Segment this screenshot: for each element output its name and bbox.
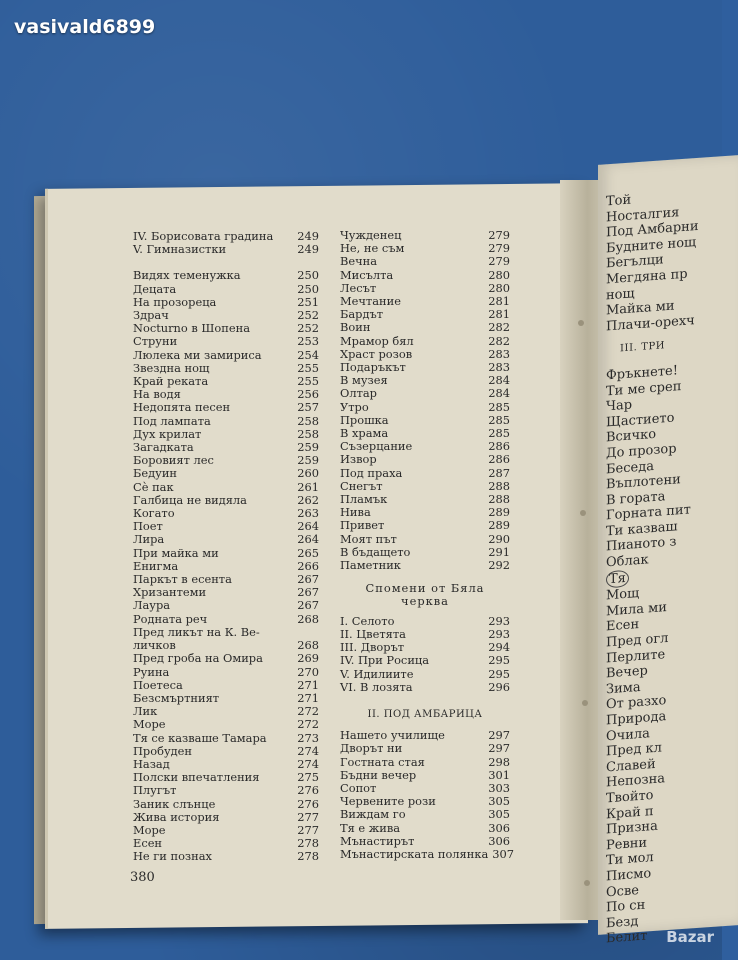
toc-entry-page: 297	[488, 728, 510, 743]
toc-entry-page: 305	[488, 807, 510, 822]
toc-entry-page: 283	[488, 346, 510, 361]
toc-entry-page: 303	[488, 780, 510, 795]
toc-entry	[133, 243, 319, 256]
toc-entry-title: Не ги познах	[133, 849, 212, 864]
toc-entry-page: 291	[488, 544, 510, 559]
toc-entry-title: В храма	[340, 426, 389, 441]
toc-entry-title: V. Идилиите	[340, 666, 414, 681]
toc-entry	[133, 599, 319, 612]
toc-entry	[340, 769, 510, 782]
toc-entry-page: 274	[297, 743, 319, 758]
toc-entry-title: II. Цветята	[340, 626, 406, 641]
toc-entry-page: 278	[297, 849, 319, 864]
right-page-entry: Будните нощ	[606, 234, 697, 257]
toc-entry-page: 256	[297, 387, 319, 402]
toc-entry-page: 262	[297, 492, 319, 507]
toc-entry-title: личков	[133, 638, 176, 653]
toc-entry-page: 279	[488, 228, 510, 242]
toc-entry-title: Тя е жива	[340, 820, 401, 835]
toc-entry-page: 276	[297, 796, 319, 811]
toc-entry-page: 278	[297, 836, 319, 851]
toc-entry-title: Бардът	[340, 307, 384, 322]
stitch-hole	[578, 320, 584, 326]
toc-entry-title: Дух крилат	[133, 426, 202, 441]
toc-entry-title: Съзерцание	[340, 439, 413, 454]
toc-entry	[340, 835, 510, 848]
toc-entry-title: В бъдащето	[340, 544, 411, 559]
stitch-hole	[580, 510, 586, 516]
right-page-entry: Твойто	[606, 787, 654, 807]
toc-entry	[133, 811, 319, 824]
toc-entry-title: Под праха	[340, 465, 403, 480]
right-page-entry: Непозна	[606, 771, 666, 791]
toc-entry	[340, 654, 510, 667]
toc-entry	[340, 808, 510, 821]
toc-entry-page: 293	[488, 626, 510, 641]
toc-entry-title: Плугът	[133, 783, 177, 798]
toc-entry-title: Моят път	[340, 531, 397, 546]
right-page-entry: нощ	[606, 285, 635, 303]
toc-entry-page: 279	[488, 241, 510, 256]
right-page-entry: Облак	[606, 552, 649, 571]
toc-entry	[133, 652, 319, 665]
toc-entry-page: 253	[297, 334, 319, 349]
toc-entry-page: 294	[488, 640, 510, 655]
toc-entry-page: 280	[488, 280, 510, 295]
toc-entry-title: Привет	[340, 518, 385, 533]
toc-entry-page: 267	[297, 572, 319, 587]
toc-entry-page: 255	[297, 374, 319, 389]
toc-entry	[340, 559, 510, 572]
toc-entry-page: 265	[297, 545, 319, 560]
toc-entry-page: 261	[297, 479, 319, 494]
toc-entry-title: Лесът	[340, 280, 377, 295]
toc-entry-title: Пред гроба на Омира	[133, 651, 263, 666]
toc-entry-title: Бедуин	[133, 466, 178, 481]
toc-entry-title: Вечна	[340, 254, 378, 269]
toc-entry-page: 280	[488, 267, 510, 282]
toc-entry-page: 259	[297, 440, 319, 455]
toc-entry	[133, 547, 319, 560]
right-page-entry: Очила	[606, 725, 650, 744]
toc-entry-page: 284	[488, 373, 510, 388]
toc-entry-page: 295	[488, 653, 510, 668]
toc-entry	[133, 679, 319, 692]
toc-entry-title: Под лампата	[133, 413, 211, 428]
stitch-hole	[584, 880, 590, 886]
brand-logo: Bazar	[666, 928, 714, 946]
toc-entry-title: Бъдни вечер	[340, 767, 417, 782]
toc-entry-page: 281	[488, 307, 510, 322]
toc-entry-page: 297	[488, 741, 510, 756]
toc-entry-page: 268	[297, 611, 319, 626]
toc-entry-title: Храст розов	[340, 346, 413, 361]
right-page-entry: Зима	[606, 679, 641, 698]
toc-entry-title: Поетеса	[133, 677, 183, 692]
right-page-entry: Край п	[606, 803, 654, 822]
right-page-entry: Славей	[606, 756, 656, 776]
toc-entry-title: Люлека ми замириса	[133, 347, 262, 362]
right-page-entry: Мегдяна пр	[606, 266, 688, 288]
toc-entry-page: 307	[492, 846, 514, 861]
toc-entry-title: Паркът в есента	[133, 572, 232, 587]
right-page-entry: Тя	[606, 569, 629, 588]
toc-entry-title: Поет	[133, 519, 163, 534]
toc-entry-title: В музея	[340, 373, 388, 388]
toc-entry	[133, 798, 319, 811]
toc-entry-title: На водя	[133, 387, 181, 402]
toc-entry	[340, 615, 510, 628]
toc-entry-title: IV. При Росица	[340, 653, 430, 668]
toc-entry-title: Воин	[340, 320, 371, 335]
toc-entry	[133, 784, 319, 797]
toc-entry-title: Пред ликът на К. Ве-	[133, 624, 260, 639]
right-page-entry: Пианото з	[606, 534, 677, 555]
toc-entry	[133, 415, 319, 428]
toc-entry	[340, 846, 514, 861]
toc-entry-page: 273	[297, 730, 319, 745]
toc-entry-title: Загадката	[133, 440, 194, 455]
toc-entry-title: Мънастирът	[340, 833, 415, 848]
toc-entry-page: 301	[488, 767, 510, 782]
toc-entry-title: Пламък	[340, 492, 388, 507]
toc-entry-page: 250	[297, 281, 319, 296]
toc-entry	[133, 283, 319, 296]
toc-entry-title: Сопот	[340, 780, 377, 795]
toc-entry-title: Море	[133, 717, 166, 732]
toc-entry-page: 260	[297, 466, 319, 481]
toc-entry-title: Мрамор бял	[340, 333, 414, 348]
toc-entry	[133, 349, 319, 362]
toc-entry-title: Нива	[340, 505, 371, 520]
toc-entry-page: 252	[297, 308, 319, 323]
toc-entry-title: Децата	[133, 281, 177, 296]
toc-entry-title: Галбица не видяла	[133, 492, 247, 507]
toc-entry-title: Край реката	[133, 374, 209, 389]
right-page-list	[606, 188, 699, 947]
right-page-entry: Ревни	[606, 835, 648, 854]
toc-entry-title: При майка ми	[133, 545, 219, 560]
right-section-heading: III. ТРИ	[620, 340, 666, 355]
right-page-entry: Мила ми	[606, 599, 667, 620]
toc-entry-page: 249	[297, 242, 319, 257]
right-page-entry: До прозор	[606, 441, 677, 462]
right-page-entry: Носталгия	[606, 204, 680, 225]
toc-entry-page: 289	[488, 505, 510, 520]
toc-entry	[133, 850, 319, 863]
toc-entry-page: 286	[488, 439, 510, 454]
toc-entry	[340, 756, 510, 769]
toc-entry-title: Струни	[133, 334, 178, 349]
toc-entry-title: Жива история	[133, 809, 220, 824]
toc-entry	[133, 335, 319, 348]
toc-entry-title: Хризантеми	[133, 585, 207, 600]
toc-entry-title: Боровият лес	[133, 453, 214, 468]
right-page-entry: Природа	[606, 709, 667, 729]
toc-entry-page: 272	[297, 704, 319, 719]
toc-entry-page: 287	[488, 465, 510, 480]
right-page-entry: Мощ	[606, 586, 640, 604]
toc-entry-title: Мънастирската полянка	[340, 846, 489, 861]
right-page-entry: Есен	[606, 617, 640, 635]
toc-entry-title: Заник слънце	[133, 796, 216, 811]
toc-entry-page: 255	[297, 360, 319, 375]
right-page-entry: Пред огл	[606, 631, 669, 651]
right-page-entry: Въплотени	[606, 472, 681, 493]
toc-entry	[133, 269, 319, 282]
toc-entry-page: 279	[488, 254, 510, 269]
toc-entry-page: 306	[488, 833, 510, 848]
toc-entry-page: 293	[488, 613, 510, 628]
toc-entry	[340, 668, 510, 681]
toc-entry	[340, 401, 510, 414]
page-number: 380	[130, 870, 155, 885]
right-page-entry: Щастието	[606, 410, 675, 431]
toc-entry-title: Пробуден	[133, 743, 192, 758]
toc-entry-title: Мисълта	[340, 267, 394, 282]
toc-entry-title: I. Селото	[340, 613, 395, 628]
toc-entry-page: 298	[488, 754, 510, 769]
toc-entry-title: Лик	[133, 704, 158, 719]
toc-entry	[133, 481, 319, 494]
toc-entry-page: 264	[297, 519, 319, 534]
toc-entry	[133, 666, 319, 679]
toc-entry-title: Назад	[133, 756, 170, 771]
toc-entry	[133, 692, 319, 705]
toc-entry-page: 264	[297, 532, 319, 547]
toc-entry-page: 290	[488, 531, 510, 546]
toc-entry-title: VI. В лозята	[340, 679, 413, 694]
toc-entry	[133, 718, 319, 731]
toc-entry-page: 285	[488, 426, 510, 441]
toc-entry-page: 266	[297, 558, 319, 573]
toc-entry-title: Сè пак	[133, 479, 174, 494]
toc-entry-title: Есен	[133, 836, 163, 851]
right-page-entry: Писмо	[606, 866, 652, 885]
toc-entry	[340, 335, 510, 348]
toc-entry	[133, 467, 319, 480]
right-page-entry: По сн	[606, 897, 646, 916]
right-page-entry: Беседа	[606, 458, 654, 477]
toc-entry-page: 271	[297, 690, 319, 705]
toc-entry-page: 288	[488, 478, 510, 493]
toc-entry-title: Паметник	[340, 558, 401, 573]
toc-entry-title: III. Дворът	[340, 640, 405, 655]
toc-entry-page: 263	[297, 506, 319, 521]
toc-entry-title: Nocturno в Шопена	[133, 321, 250, 336]
toc-entry-title: Тя се казваше Тамара	[133, 730, 267, 745]
toc-entry	[340, 453, 510, 466]
toc-entry-title: Снегът	[340, 478, 383, 493]
toc-entry-page: 249	[297, 229, 319, 243]
toc-entry-page: 296	[488, 679, 510, 694]
section-heading-ambarica: II. ПОД АМБАРИЦА	[367, 708, 483, 720]
right-page-entry: В гората	[606, 488, 666, 509]
toc-entry-page: 282	[488, 320, 510, 335]
toc-entry-title: Море	[133, 822, 166, 837]
toc-entry	[133, 613, 319, 626]
toc-entry	[340, 387, 510, 400]
right-page-entry: Майка ми	[606, 298, 675, 319]
toc-entry	[133, 745, 319, 758]
right-page-entry: Ти мол	[606, 850, 654, 869]
toc-entry-title: V. Гимназистки	[133, 242, 227, 257]
toc-entry-title: Недопята песен	[133, 400, 231, 415]
toc-entry	[340, 822, 510, 835]
toc-entry	[133, 732, 319, 745]
toc-column-middle	[340, 228, 514, 861]
toc-entry-title: Прошка	[340, 412, 389, 427]
toc-entry-title: Звездна нощ	[133, 360, 210, 375]
toc-entry-page: 276	[297, 783, 319, 798]
toc-entry	[133, 401, 319, 414]
toc-entry-title: Утро	[340, 399, 369, 414]
toc-entry	[340, 681, 510, 694]
right-page-entry: Чар	[606, 397, 633, 415]
toc-entry	[340, 742, 510, 755]
toc-entry-page: 268	[297, 638, 319, 653]
right-page-entry: Горната пит	[606, 502, 691, 524]
toc-entry-title: Когато	[133, 506, 175, 521]
right-page-entry: Вечер	[606, 663, 648, 682]
watermark: vasivald6899	[14, 16, 156, 38]
toc-entry-page: 254	[297, 347, 319, 362]
toc-entry-page: 258	[297, 413, 319, 428]
toc-entry-title: Извор	[340, 452, 377, 467]
toc-entry-title: Не, не съм	[340, 241, 405, 256]
toc-entry-title: Енигма	[133, 558, 179, 573]
right-page-entry: Плачи-орехч	[606, 312, 695, 335]
toc-entry-page: 286	[488, 452, 510, 467]
toc-entry-page: 275	[297, 770, 319, 785]
section-heading-spomeni: Спомени от Бяла черква	[365, 581, 485, 609]
stitch-hole	[582, 700, 588, 706]
toc-entry-page: 269	[297, 651, 319, 666]
toc-entry-page: 292	[488, 558, 510, 573]
toc-entry-page: 258	[297, 426, 319, 441]
right-page-entry: Призна	[606, 818, 658, 838]
toc-entry-title: Здрач	[133, 308, 169, 323]
toc-entry-page: 277	[297, 809, 319, 824]
toc-entry-title: Виждам го	[340, 807, 406, 822]
toc-entry-page: 252	[297, 321, 319, 336]
right-page-entry: От разхо	[606, 693, 667, 713]
toc-entry-page: 289	[488, 518, 510, 533]
right-page-entry: Ти ме среп	[606, 378, 682, 399]
toc-entry-title: Олтар	[340, 386, 377, 401]
toc-entry	[340, 533, 510, 546]
toc-entry	[340, 321, 510, 334]
right-page-entry: Бегълци	[606, 252, 664, 272]
toc-entry-title: Дворът ни	[340, 741, 403, 756]
toc-entry	[340, 519, 510, 532]
toc-entry-page: 285	[488, 399, 510, 414]
toc-entry-page: 281	[488, 294, 510, 309]
right-page-entry: Пред кл	[606, 740, 662, 760]
toc-entry-title: Лира	[133, 532, 165, 547]
toc-entry-page: 272	[297, 717, 319, 732]
right-page-entry: Безд	[606, 913, 639, 932]
right-page-entry: Белит	[606, 928, 648, 947]
toc-entry-page: 305	[488, 794, 510, 809]
toc-entry	[340, 467, 510, 480]
right-page-entry: Той	[606, 192, 632, 210]
toc-entry-title: Чужденец	[340, 228, 402, 242]
toc-entry-page: 270	[297, 664, 319, 679]
toc-entry-page: 285	[488, 412, 510, 427]
toc-entry-page: 259	[297, 453, 319, 468]
toc-entry-title: На прозореца	[133, 294, 217, 309]
toc-entry-page: 267	[297, 585, 319, 600]
toc-entry-page: 250	[297, 268, 319, 283]
toc-entry-page: 257	[297, 400, 319, 415]
toc-entry-title: Гостната стая	[340, 754, 425, 769]
toc-entry-page: 271	[297, 677, 319, 692]
right-page-entry: Всичко	[606, 427, 657, 446]
right-page-entry: Под Амбарни	[606, 219, 699, 241]
toc-entry-title: Полски впечатления	[133, 770, 260, 785]
toc-entry-title: Мечтание	[340, 294, 401, 309]
right-page-entry: Осве	[606, 882, 639, 900]
toc-entry-page: 282	[488, 333, 510, 348]
toc-column-left	[133, 230, 319, 864]
toc-entry-page: 283	[488, 360, 510, 375]
toc-entry-title: Червените рози	[340, 794, 436, 809]
toc-entry-page: 267	[297, 598, 319, 613]
toc-entry-page: 288	[488, 492, 510, 507]
toc-entry-title: Родната реч	[133, 611, 208, 626]
toc-entry-page: 284	[488, 386, 510, 401]
toc-entry-title: Безсмъртният	[133, 690, 220, 705]
toc-entry-title: Нашето училище	[340, 728, 445, 743]
toc-entry-title: Руина	[133, 664, 170, 679]
toc-entry-title: Лаура	[133, 598, 171, 613]
right-page-entry: Перлите	[606, 646, 666, 666]
toc-entry-title: Подаръкът	[340, 360, 406, 375]
toc-entry-title: Видях теменужка	[133, 268, 241, 283]
toc-entry-title: IV. Борисовата градина	[133, 229, 274, 243]
toc-entry-page: 295	[488, 666, 510, 681]
toc-entry-page: 251	[297, 294, 319, 309]
toc-entry-page: 274	[297, 756, 319, 771]
toc-entry-page: 277	[297, 822, 319, 837]
right-page-entry: Фръкнете!	[606, 363, 678, 384]
toc-entry	[340, 255, 510, 268]
toc-entry	[133, 533, 319, 546]
right-page-entry: Ти казваш	[606, 519, 678, 540]
toc-entry	[340, 269, 510, 282]
toc-entry-page: 306	[488, 820, 510, 835]
